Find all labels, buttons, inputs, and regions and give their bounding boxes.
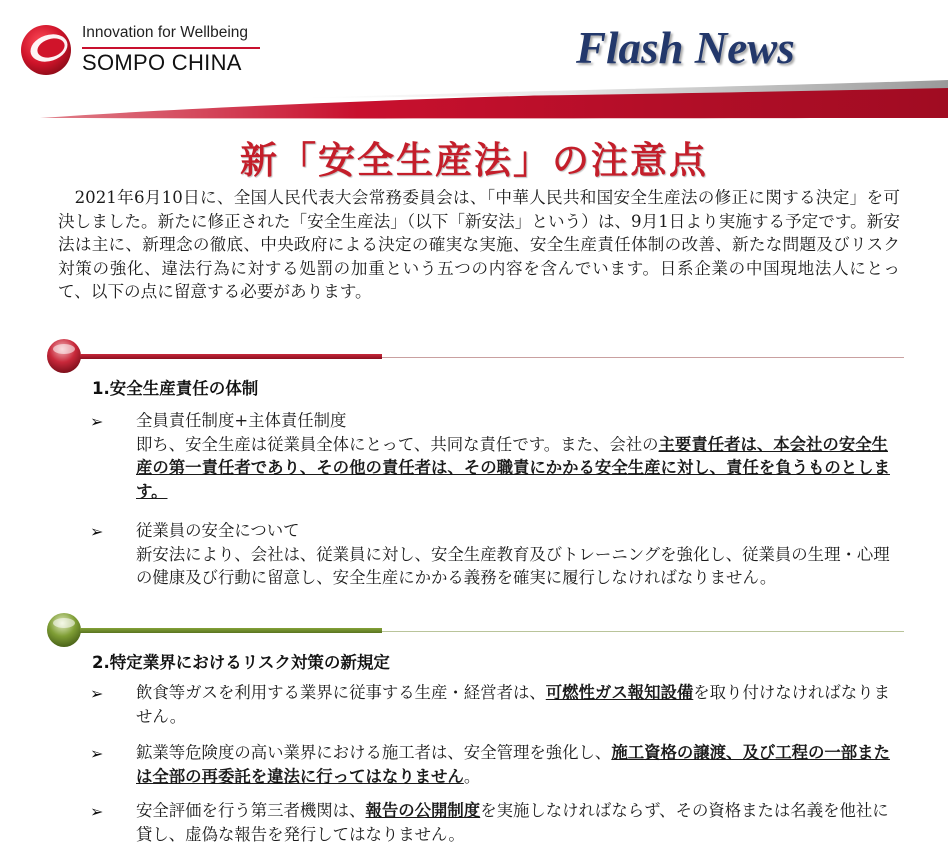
- section-1-bar: [80, 354, 382, 359]
- section-2-divider: [44, 612, 904, 648]
- section-2-heading: 2.特定業界におけるリスク対策の新規定: [92, 653, 390, 672]
- item-title: 全員責任制度+主体責任制度: [136, 411, 347, 430]
- brand-name: SOMPO CHINA: [82, 50, 242, 75]
- header-swoosh: [0, 78, 948, 126]
- item-tail: を取り付けなければなりません。: [136, 683, 890, 726]
- red-ball-icon: [46, 338, 82, 374]
- item-tail: 。: [463, 766, 481, 786]
- section-1-divider: [44, 338, 904, 374]
- section-2-rule: [382, 631, 904, 632]
- sompo-logo: [20, 22, 280, 78]
- intro-paragraph: 2021年6月10日に、全国人民代表大会常務委員会は、「中華人民共和国安全生産法の修正に関する決定」を可決しました。新たに修正された「安全生産法」（以下「新安法」という）は、9月1日より実施する予定です。新安法は主に、新理念の徹底、中央政府による決定の確実な実施、安全生産責任体制の改善、新たな問題及びリスク対策の強化、違法行為に対する処罰の加重という五つの内容を含んでいます。日系企業の中国現地法人にとって、以下の点に留意する必要があります。: [58, 188, 900, 301]
- item-emphasis: 主要責任者は、本会社の安全生産の第一責任者であり、その他の責任者は、その職責にかかる安全生産に対し、責任を負うものとします。: [136, 434, 890, 501]
- tagline-divider: [82, 47, 260, 49]
- section-1-rule: [382, 357, 904, 358]
- bullet-arrow-icon: ➢: [90, 412, 104, 431]
- item-text: 即ち、安全生産は従業員全体にとって、共同な責任です。また、会社の: [136, 434, 659, 454]
- bullet-arrow-icon: ➢: [90, 744, 104, 763]
- section-1-heading: 1.安全生産責任の体制: [92, 379, 259, 398]
- bullet-arrow-icon: ➢: [90, 684, 104, 703]
- list-item: [136, 741, 898, 788]
- bullet-arrow-icon: ➢: [90, 802, 104, 821]
- item-text: 新安法により、会社は、従業員に対し、安全生産教育及びトレーニングを強化し、従業員の生理・心理の健康及び行動に留意し、安全生産にかかる義務を確実に履行しなければなりません。: [136, 544, 890, 587]
- section-2-bar: [80, 628, 382, 633]
- tagline: Innovation for Wellbeing: [82, 24, 249, 41]
- flash-news-title: Flash News: [576, 23, 795, 73]
- list-item: [136, 409, 898, 503]
- item-emphasis: 可燃性ガス報知設備: [545, 683, 694, 702]
- item-title: 従業員の安全について: [136, 521, 300, 540]
- list-item: [136, 519, 898, 590]
- list-item: [136, 681, 898, 728]
- bullet-arrow-icon: ➢: [90, 522, 104, 541]
- item-emphasis: 報告の公開制度: [365, 801, 481, 820]
- item-text: 安全評価を行う第三者機関は、: [136, 801, 366, 820]
- item-emphasis: 施工資格の譲渡、及び工程の一部または全部の再委託を違法に行ってはなりません: [136, 743, 890, 786]
- item-text: 飲食等ガスを利用する業界に従事する生産・経営者は、: [136, 683, 546, 702]
- green-ball-icon: [46, 612, 82, 648]
- item-text: 鉱業等危険度の高い業界における施工者は、安全管理を強化し、: [136, 743, 612, 762]
- item-tail: を実施しなければならず、その資格または名義を他社に貸し、虚偽な報告を発行してはなりません。: [136, 801, 889, 844]
- document-title: 新「安全生産法」の注意点: [240, 138, 708, 182]
- list-item: [136, 799, 898, 846]
- sompo-logo-icon: [20, 24, 72, 76]
